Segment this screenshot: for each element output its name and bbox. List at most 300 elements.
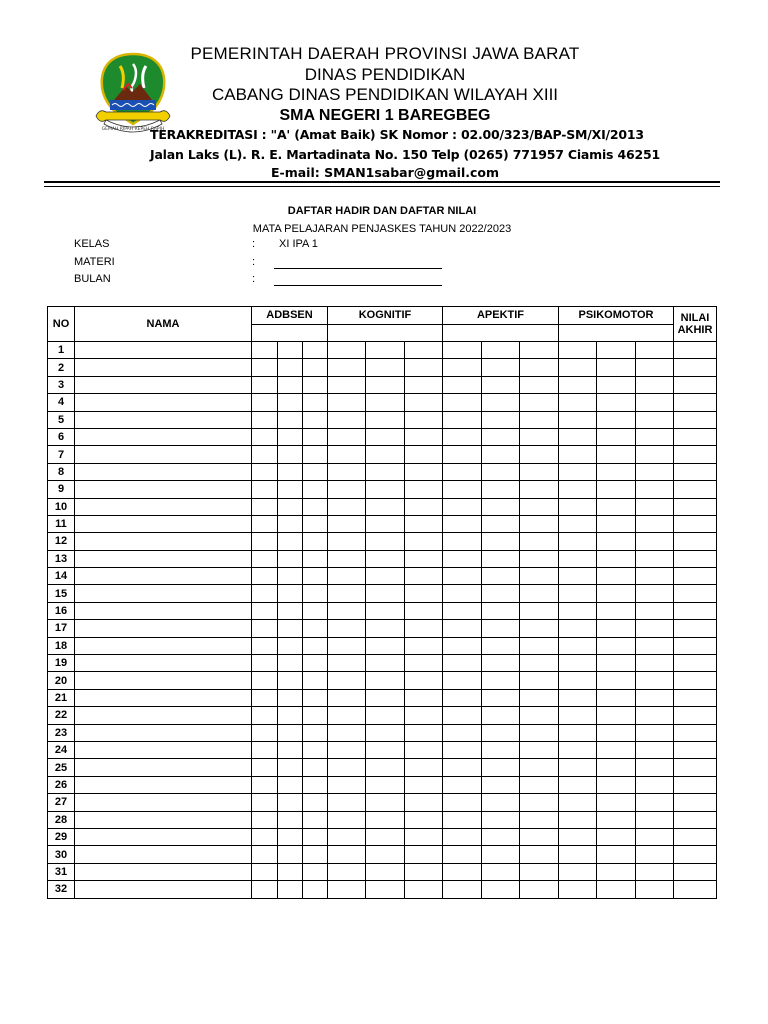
score-cell[interactable]	[482, 515, 520, 532]
score-cell[interactable]	[405, 446, 443, 463]
score-cell[interactable]	[366, 811, 405, 828]
score-cell[interactable]	[328, 724, 366, 741]
name-cell[interactable]	[75, 411, 252, 428]
score-cell[interactable]	[303, 342, 328, 359]
score-cell[interactable]	[636, 689, 674, 706]
score-cell[interactable]	[597, 376, 636, 393]
score-cell[interactable]	[366, 655, 405, 672]
score-cell[interactable]	[303, 846, 328, 863]
score-cell[interactable]	[520, 446, 559, 463]
score-cell[interactable]	[636, 794, 674, 811]
score-cell[interactable]	[636, 655, 674, 672]
score-cell[interactable]	[597, 428, 636, 445]
score-cell[interactable]	[520, 828, 559, 845]
score-cell[interactable]	[278, 428, 303, 445]
score-cell[interactable]	[443, 376, 482, 393]
score-cell[interactable]	[636, 550, 674, 567]
score-cell[interactable]	[303, 481, 328, 498]
score-cell[interactable]	[597, 550, 636, 567]
score-cell[interactable]	[443, 411, 482, 428]
score-cell[interactable]	[597, 724, 636, 741]
score-cell[interactable]	[443, 724, 482, 741]
score-cell[interactable]	[520, 637, 559, 654]
name-cell[interactable]	[75, 376, 252, 393]
score-cell[interactable]	[636, 602, 674, 619]
score-cell[interactable]	[328, 602, 366, 619]
final-score-cell[interactable]	[674, 533, 717, 550]
score-cell[interactable]	[278, 376, 303, 393]
score-cell[interactable]	[303, 602, 328, 619]
score-cell[interactable]	[559, 446, 597, 463]
score-cell[interactable]	[303, 359, 328, 376]
score-cell[interactable]	[597, 342, 636, 359]
score-cell[interactable]	[597, 394, 636, 411]
score-cell[interactable]	[559, 342, 597, 359]
score-cell[interactable]	[559, 376, 597, 393]
name-cell[interactable]	[75, 759, 252, 776]
final-score-cell[interactable]	[674, 724, 717, 741]
score-cell[interactable]	[252, 550, 278, 567]
score-cell[interactable]	[520, 394, 559, 411]
score-cell[interactable]	[328, 568, 366, 585]
score-cell[interactable]	[303, 759, 328, 776]
final-score-cell[interactable]	[674, 550, 717, 567]
score-cell[interactable]	[252, 585, 278, 602]
score-cell[interactable]	[303, 533, 328, 550]
score-cell[interactable]	[405, 776, 443, 793]
score-cell[interactable]	[636, 498, 674, 515]
score-cell[interactable]	[559, 672, 597, 689]
score-cell[interactable]	[597, 794, 636, 811]
final-score-cell[interactable]	[674, 568, 717, 585]
score-cell[interactable]	[597, 637, 636, 654]
score-cell[interactable]	[252, 376, 278, 393]
score-cell[interactable]	[636, 446, 674, 463]
name-cell[interactable]	[75, 446, 252, 463]
score-cell[interactable]	[482, 342, 520, 359]
score-cell[interactable]	[328, 620, 366, 637]
score-cell[interactable]	[597, 602, 636, 619]
score-cell[interactable]	[366, 446, 405, 463]
final-score-cell[interactable]	[674, 637, 717, 654]
score-cell[interactable]	[405, 655, 443, 672]
score-cell[interactable]	[443, 585, 482, 602]
score-cell[interactable]	[366, 498, 405, 515]
score-cell[interactable]	[520, 550, 559, 567]
score-cell[interactable]	[405, 620, 443, 637]
score-cell[interactable]	[559, 863, 597, 880]
score-cell[interactable]	[252, 846, 278, 863]
score-cell[interactable]	[303, 655, 328, 672]
final-score-cell[interactable]	[674, 689, 717, 706]
score-cell[interactable]	[328, 828, 366, 845]
score-cell[interactable]	[443, 846, 482, 863]
score-cell[interactable]	[597, 568, 636, 585]
score-cell[interactable]	[303, 689, 328, 706]
score-cell[interactable]	[520, 568, 559, 585]
score-cell[interactable]	[520, 881, 559, 898]
score-cell[interactable]	[303, 724, 328, 741]
score-cell[interactable]	[252, 463, 278, 480]
score-cell[interactable]	[303, 637, 328, 654]
name-cell[interactable]	[75, 707, 252, 724]
score-cell[interactable]	[482, 585, 520, 602]
score-cell[interactable]	[366, 428, 405, 445]
score-cell[interactable]	[278, 811, 303, 828]
score-cell[interactable]	[520, 724, 559, 741]
name-cell[interactable]	[75, 342, 252, 359]
score-cell[interactable]	[252, 741, 278, 758]
score-cell[interactable]	[366, 759, 405, 776]
score-cell[interactable]	[278, 568, 303, 585]
score-cell[interactable]	[278, 637, 303, 654]
score-cell[interactable]	[252, 342, 278, 359]
score-cell[interactable]	[636, 828, 674, 845]
name-cell[interactable]	[75, 481, 252, 498]
score-cell[interactable]	[636, 637, 674, 654]
name-cell[interactable]	[75, 741, 252, 758]
score-cell[interactable]	[252, 481, 278, 498]
score-cell[interactable]	[559, 550, 597, 567]
score-cell[interactable]	[443, 428, 482, 445]
score-cell[interactable]	[328, 342, 366, 359]
score-cell[interactable]	[366, 637, 405, 654]
score-cell[interactable]	[482, 828, 520, 845]
score-cell[interactable]	[328, 846, 366, 863]
score-cell[interactable]	[405, 863, 443, 880]
score-cell[interactable]	[443, 881, 482, 898]
score-cell[interactable]	[636, 481, 674, 498]
score-cell[interactable]	[636, 776, 674, 793]
score-cell[interactable]	[328, 515, 366, 532]
score-cell[interactable]	[328, 881, 366, 898]
score-cell[interactable]	[366, 881, 405, 898]
score-cell[interactable]	[597, 533, 636, 550]
score-cell[interactable]	[443, 550, 482, 567]
score-cell[interactable]	[405, 481, 443, 498]
name-cell[interactable]	[75, 811, 252, 828]
score-cell[interactable]	[405, 811, 443, 828]
score-cell[interactable]	[520, 741, 559, 758]
score-cell[interactable]	[278, 672, 303, 689]
score-cell[interactable]	[520, 707, 559, 724]
score-cell[interactable]	[520, 776, 559, 793]
score-cell[interactable]	[328, 741, 366, 758]
score-cell[interactable]	[278, 846, 303, 863]
score-cell[interactable]	[303, 794, 328, 811]
final-score-cell[interactable]	[674, 376, 717, 393]
score-cell[interactable]	[443, 863, 482, 880]
final-score-cell[interactable]	[674, 481, 717, 498]
score-cell[interactable]	[328, 359, 366, 376]
score-cell[interactable]	[559, 794, 597, 811]
score-cell[interactable]	[328, 637, 366, 654]
score-cell[interactable]	[328, 428, 366, 445]
score-cell[interactable]	[278, 585, 303, 602]
final-score-cell[interactable]	[674, 342, 717, 359]
score-cell[interactable]	[252, 411, 278, 428]
score-cell[interactable]	[482, 550, 520, 567]
score-cell[interactable]	[597, 515, 636, 532]
score-cell[interactable]	[405, 846, 443, 863]
score-cell[interactable]	[303, 672, 328, 689]
final-score-cell[interactable]	[674, 863, 717, 880]
final-score-cell[interactable]	[674, 359, 717, 376]
name-cell[interactable]	[75, 794, 252, 811]
score-cell[interactable]	[636, 724, 674, 741]
score-cell[interactable]	[597, 411, 636, 428]
name-cell[interactable]	[75, 533, 252, 550]
score-cell[interactable]	[278, 463, 303, 480]
score-cell[interactable]	[597, 741, 636, 758]
score-cell[interactable]	[366, 359, 405, 376]
score-cell[interactable]	[405, 342, 443, 359]
final-score-cell[interactable]	[674, 881, 717, 898]
score-cell[interactable]	[482, 428, 520, 445]
score-cell[interactable]	[597, 759, 636, 776]
name-cell[interactable]	[75, 655, 252, 672]
score-cell[interactable]	[559, 602, 597, 619]
score-cell[interactable]	[520, 759, 559, 776]
score-cell[interactable]	[366, 394, 405, 411]
score-cell[interactable]	[405, 568, 443, 585]
score-cell[interactable]	[405, 376, 443, 393]
score-cell[interactable]	[328, 811, 366, 828]
name-cell[interactable]	[75, 498, 252, 515]
score-cell[interactable]	[252, 602, 278, 619]
name-cell[interactable]	[75, 359, 252, 376]
score-cell[interactable]	[328, 411, 366, 428]
score-cell[interactable]	[278, 359, 303, 376]
score-cell[interactable]	[559, 881, 597, 898]
score-cell[interactable]	[278, 498, 303, 515]
score-cell[interactable]	[482, 794, 520, 811]
score-cell[interactable]	[252, 794, 278, 811]
name-cell[interactable]	[75, 724, 252, 741]
score-cell[interactable]	[366, 828, 405, 845]
score-cell[interactable]	[520, 463, 559, 480]
final-score-cell[interactable]	[674, 655, 717, 672]
score-cell[interactable]	[559, 828, 597, 845]
score-cell[interactable]	[405, 394, 443, 411]
score-cell[interactable]	[597, 585, 636, 602]
score-cell[interactable]	[303, 707, 328, 724]
score-cell[interactable]	[252, 620, 278, 637]
score-cell[interactable]	[482, 811, 520, 828]
score-cell[interactable]	[366, 463, 405, 480]
score-cell[interactable]	[278, 550, 303, 567]
score-cell[interactable]	[443, 637, 482, 654]
score-cell[interactable]	[520, 359, 559, 376]
score-cell[interactable]	[405, 672, 443, 689]
score-cell[interactable]	[366, 602, 405, 619]
score-cell[interactable]	[328, 707, 366, 724]
name-cell[interactable]	[75, 568, 252, 585]
score-cell[interactable]	[366, 689, 405, 706]
score-cell[interactable]	[366, 585, 405, 602]
final-score-cell[interactable]	[674, 620, 717, 637]
score-cell[interactable]	[328, 655, 366, 672]
score-cell[interactable]	[482, 672, 520, 689]
name-cell[interactable]	[75, 620, 252, 637]
score-cell[interactable]	[443, 620, 482, 637]
score-cell[interactable]	[278, 707, 303, 724]
score-cell[interactable]	[559, 585, 597, 602]
score-cell[interactable]	[636, 463, 674, 480]
final-score-cell[interactable]	[674, 707, 717, 724]
score-cell[interactable]	[559, 707, 597, 724]
score-cell[interactable]	[366, 863, 405, 880]
score-cell[interactable]	[597, 620, 636, 637]
score-cell[interactable]	[443, 342, 482, 359]
score-cell[interactable]	[482, 759, 520, 776]
score-cell[interactable]	[252, 707, 278, 724]
score-cell[interactable]	[366, 707, 405, 724]
score-cell[interactable]	[597, 672, 636, 689]
final-score-cell[interactable]	[674, 585, 717, 602]
score-cell[interactable]	[520, 655, 559, 672]
score-cell[interactable]	[405, 498, 443, 515]
final-score-cell[interactable]	[674, 811, 717, 828]
score-cell[interactable]	[328, 498, 366, 515]
score-cell[interactable]	[636, 672, 674, 689]
score-cell[interactable]	[405, 689, 443, 706]
score-cell[interactable]	[443, 602, 482, 619]
score-cell[interactable]	[366, 533, 405, 550]
score-cell[interactable]	[252, 655, 278, 672]
score-cell[interactable]	[303, 463, 328, 480]
score-cell[interactable]	[559, 463, 597, 480]
score-cell[interactable]	[520, 498, 559, 515]
score-cell[interactable]	[303, 515, 328, 532]
score-cell[interactable]	[303, 394, 328, 411]
score-cell[interactable]	[328, 550, 366, 567]
score-cell[interactable]	[252, 863, 278, 880]
score-cell[interactable]	[597, 481, 636, 498]
score-cell[interactable]	[520, 811, 559, 828]
score-cell[interactable]	[278, 515, 303, 532]
score-cell[interactable]	[278, 411, 303, 428]
score-cell[interactable]	[520, 620, 559, 637]
score-cell[interactable]	[252, 394, 278, 411]
score-cell[interactable]	[559, 689, 597, 706]
score-cell[interactable]	[303, 863, 328, 880]
score-cell[interactable]	[636, 759, 674, 776]
score-cell[interactable]	[559, 741, 597, 758]
score-cell[interactable]	[636, 359, 674, 376]
score-cell[interactable]	[597, 863, 636, 880]
score-cell[interactable]	[520, 411, 559, 428]
score-cell[interactable]	[597, 828, 636, 845]
score-cell[interactable]	[559, 811, 597, 828]
score-cell[interactable]	[252, 759, 278, 776]
score-cell[interactable]	[559, 724, 597, 741]
score-cell[interactable]	[278, 394, 303, 411]
score-cell[interactable]	[636, 811, 674, 828]
score-cell[interactable]	[520, 376, 559, 393]
score-cell[interactable]	[443, 794, 482, 811]
final-score-cell[interactable]	[674, 515, 717, 532]
score-cell[interactable]	[405, 794, 443, 811]
score-cell[interactable]	[597, 881, 636, 898]
score-cell[interactable]	[366, 411, 405, 428]
score-cell[interactable]	[482, 376, 520, 393]
score-cell[interactable]	[520, 533, 559, 550]
score-cell[interactable]	[366, 481, 405, 498]
score-cell[interactable]	[328, 672, 366, 689]
score-cell[interactable]	[278, 776, 303, 793]
name-cell[interactable]	[75, 776, 252, 793]
final-score-cell[interactable]	[674, 759, 717, 776]
score-cell[interactable]	[366, 550, 405, 567]
score-cell[interactable]	[252, 637, 278, 654]
score-cell[interactable]	[405, 707, 443, 724]
score-cell[interactable]	[482, 498, 520, 515]
score-cell[interactable]	[636, 394, 674, 411]
score-cell[interactable]	[443, 655, 482, 672]
score-cell[interactable]	[559, 411, 597, 428]
score-cell[interactable]	[252, 776, 278, 793]
score-cell[interactable]	[559, 655, 597, 672]
score-cell[interactable]	[278, 533, 303, 550]
final-score-cell[interactable]	[674, 794, 717, 811]
score-cell[interactable]	[559, 428, 597, 445]
score-cell[interactable]	[366, 376, 405, 393]
name-cell[interactable]	[75, 846, 252, 863]
score-cell[interactable]	[636, 533, 674, 550]
score-cell[interactable]	[636, 376, 674, 393]
score-cell[interactable]	[636, 881, 674, 898]
score-cell[interactable]	[520, 602, 559, 619]
name-cell[interactable]	[75, 585, 252, 602]
score-cell[interactable]	[278, 863, 303, 880]
score-cell[interactable]	[482, 620, 520, 637]
score-cell[interactable]	[252, 724, 278, 741]
score-cell[interactable]	[303, 741, 328, 758]
score-cell[interactable]	[303, 550, 328, 567]
score-cell[interactable]	[482, 394, 520, 411]
score-cell[interactable]	[636, 428, 674, 445]
score-cell[interactable]	[366, 568, 405, 585]
score-cell[interactable]	[328, 533, 366, 550]
score-cell[interactable]	[303, 620, 328, 637]
name-cell[interactable]	[75, 394, 252, 411]
final-score-cell[interactable]	[674, 741, 717, 758]
score-cell[interactable]	[443, 828, 482, 845]
score-cell[interactable]	[559, 515, 597, 532]
score-cell[interactable]	[559, 481, 597, 498]
name-cell[interactable]	[75, 863, 252, 880]
name-cell[interactable]	[75, 828, 252, 845]
score-cell[interactable]	[443, 463, 482, 480]
score-cell[interactable]	[443, 672, 482, 689]
final-score-cell[interactable]	[674, 776, 717, 793]
score-cell[interactable]	[559, 394, 597, 411]
score-cell[interactable]	[482, 446, 520, 463]
score-cell[interactable]	[328, 689, 366, 706]
score-cell[interactable]	[443, 811, 482, 828]
score-cell[interactable]	[482, 863, 520, 880]
score-cell[interactable]	[278, 828, 303, 845]
score-cell[interactable]	[443, 533, 482, 550]
score-cell[interactable]	[443, 568, 482, 585]
score-cell[interactable]	[252, 446, 278, 463]
score-cell[interactable]	[405, 881, 443, 898]
score-cell[interactable]	[328, 863, 366, 880]
score-cell[interactable]	[278, 342, 303, 359]
score-cell[interactable]	[278, 881, 303, 898]
score-cell[interactable]	[278, 724, 303, 741]
